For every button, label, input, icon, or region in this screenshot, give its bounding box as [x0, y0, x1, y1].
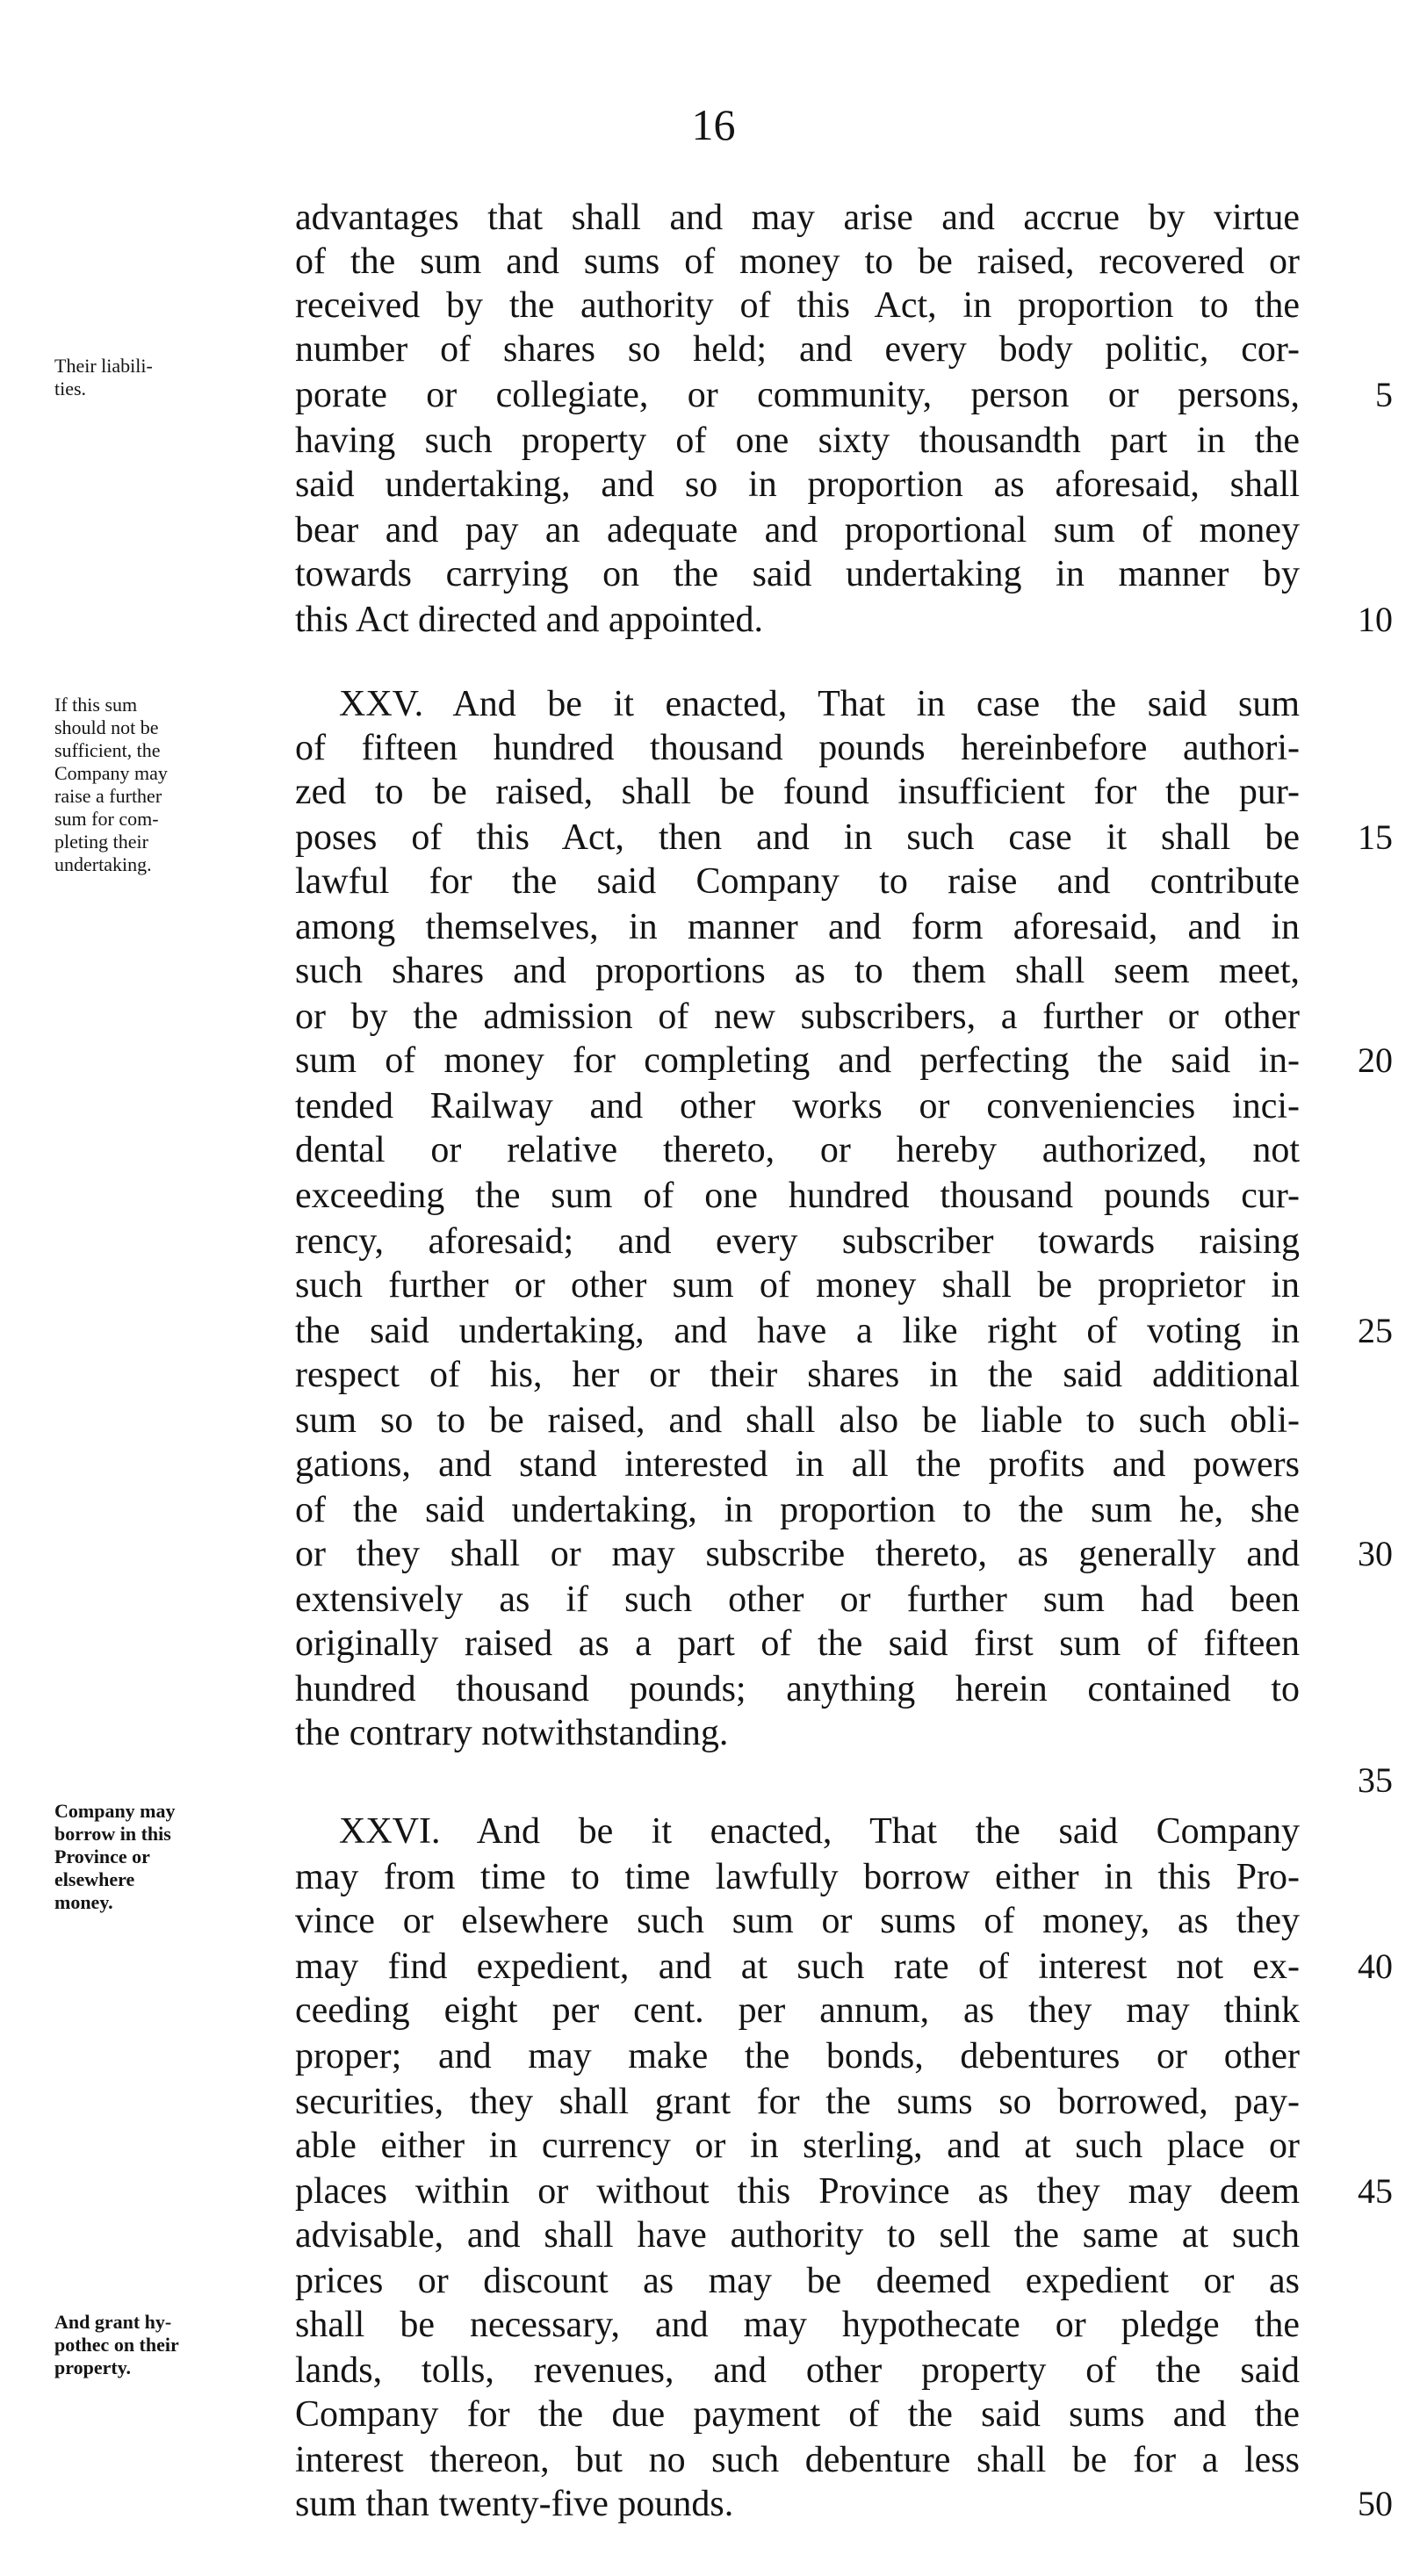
body-line: poses of this Act, then and in such case it shall be — [295, 817, 1300, 858]
body-line: rency, aforesaid; and every subscriber towards raising — [295, 1221, 1300, 1262]
body-line: interest thereon, but no such debenture shall be for a less — [295, 2440, 1300, 2480]
body-line: ceeding eight per cent. per annum, as they may think — [295, 1990, 1300, 2031]
margin-note-line: If this sum — [54, 694, 138, 716]
margin-note — [54, 2311, 309, 2379]
body-line: sum of money for completing and perfecting the said in- — [295, 1040, 1300, 1081]
body-line: of the sum and sums of money to be raised, recovered or — [295, 241, 1300, 282]
line-number: 5 — [1375, 375, 1393, 414]
body-line: XXVI. And be it enacted, That the said Company — [339, 1811, 1300, 1852]
margin-note — [54, 355, 309, 400]
body-line: able either in currency or in sterling, and at such place or — [295, 2126, 1300, 2166]
margin-note-line: Province or — [54, 1846, 150, 1867]
body-line: respect of his, her or their shares in the said additional — [295, 1355, 1300, 1395]
margin-note-line: raise a further — [54, 785, 162, 807]
margin-note-line: property. — [54, 2357, 131, 2378]
body-line: the said undertaking, and have a like right of voting in — [295, 1311, 1300, 1351]
margin-note-line: pothec on their — [54, 2334, 179, 2356]
margin-note-line: Their liabili- — [54, 355, 153, 377]
body-line: received by the authority of this Act, in proportion to the — [295, 285, 1300, 326]
body-line: or by the admission of new subscribers, a further or other — [295, 997, 1300, 1037]
margin-note-line: should not be — [54, 716, 159, 738]
body-line: bear and pay an adequate and proportional sum of money — [295, 510, 1300, 550]
margin-note-line: pleting their — [54, 831, 148, 853]
body-line: proper; and may make the bonds, debentures or other — [295, 2036, 1300, 2076]
body-line: sum so to be raised, and shall also be liable to such obli- — [295, 1400, 1300, 1441]
body-line: Company for the due payment of the said sums and the — [295, 2394, 1300, 2435]
body-line: places within or without this Province as they may deem — [295, 2171, 1300, 2212]
body-line: towards carrying on the said undertaking in manner by — [295, 554, 1300, 594]
margin-note-line: Company may — [54, 762, 168, 784]
body-line: may from time to time lawfully borrow either in this Pro- — [295, 1857, 1300, 1897]
body-line: of the said undertaking, in proportion to the sum he, she — [295, 1490, 1300, 1530]
body-line: such further or other sum of money shall be proprietor in — [295, 1265, 1300, 1306]
body-line: of fifteen hundred thousand pounds hereinbefore authori- — [295, 728, 1300, 768]
body-line: shall be necessary, and may hypothecate or pledge the — [295, 2305, 1300, 2345]
body-line: zed to be raised, shall be found insufficient for the pur- — [295, 772, 1300, 812]
body-line: XXV. And be it enacted, That in case the said sum — [339, 684, 1300, 724]
line-number: 25 — [1358, 1311, 1393, 1350]
margin-note-line: borrow in this — [54, 1823, 171, 1845]
body-line: vince or elsewhere such sum or sums of money, as they — [295, 1901, 1300, 1941]
line-number: 45 — [1358, 2171, 1393, 2211]
body-line: advisable, and shall have authority to sell the same at such — [295, 2215, 1300, 2256]
margin-note-line: money. — [54, 1891, 113, 1913]
margin-note — [54, 1800, 309, 1914]
margin-note — [54, 694, 309, 876]
body-line: or they shall or may subscribe thereto, as generally and — [295, 1534, 1300, 1574]
body-line: may find expedient, and at such rate of interest not ex- — [295, 1946, 1300, 1987]
body-line: having such property of one sixty thousandth part in the — [295, 421, 1300, 461]
body-line: porate or collegiate, or community, person or persons, — [295, 375, 1300, 415]
body-line: hundred thousand pounds; anything herein contained to — [295, 1669, 1300, 1709]
body-line: advantages that shall and may arise and accrue by virtue — [295, 198, 1300, 238]
line-number: 50 — [1358, 2484, 1393, 2523]
body-line: number of shares so held; and every body politic, cor- — [295, 329, 1300, 370]
line-number: 35 — [1358, 1760, 1393, 1800]
margin-note-line: sufficient, the — [54, 739, 161, 761]
line-number: 40 — [1358, 1946, 1393, 1986]
margin-note-line: undertaking. — [54, 853, 152, 875]
line-number: 20 — [1358, 1040, 1393, 1080]
body-line: lawful for the said Company to raise and contribute — [295, 861, 1300, 902]
body-line: the contrary notwithstanding. — [295, 1713, 729, 1753]
body-line: among themselves, in manner and form aforesaid, and in — [295, 907, 1300, 947]
body-line: securities, they shall grant for the sums so borrowed, pay- — [295, 2082, 1300, 2122]
body-line: exceeding the sum of one hundred thousand pounds cur- — [295, 1176, 1300, 1216]
margin-note-line: Company may — [54, 1800, 176, 1822]
margin-note-line: ties. — [54, 378, 87, 399]
body-line: such shares and proportions as to them shall seem meet, — [295, 951, 1300, 991]
page-number: 16 — [691, 100, 736, 149]
line-number: 10 — [1358, 600, 1393, 639]
body-line: lands, tolls, revenues, and other property of the said — [295, 2350, 1300, 2391]
body-line: prices or discount as may be deemed expedient or as — [295, 2261, 1300, 2301]
margin-note-line: elsewhere — [54, 1868, 135, 1890]
margin-note-line: sum for com- — [54, 808, 159, 830]
body-line: said undertaking, and so in proportion as aforesaid, shall — [295, 464, 1300, 505]
body-line: this Act directed and appointed. — [295, 600, 764, 640]
body-line: sum than twenty-five pounds. — [295, 2484, 734, 2524]
body-line: gations, and stand interested in all the profits and powers — [295, 1444, 1300, 1485]
line-number: 30 — [1358, 1534, 1393, 1573]
body-line: tended Railway and other works or conveniencies inci- — [295, 1086, 1300, 1126]
body-line: extensively as if such other or further sum had been — [295, 1579, 1300, 1620]
line-number: 15 — [1358, 817, 1393, 857]
margin-note-line: And grant hy- — [54, 2311, 172, 2333]
body-line: originally raised as a part of the said first sum of fifteen — [295, 1623, 1300, 1664]
body-line: dental or relative thereto, or hereby authorized, not — [295, 1130, 1300, 1170]
